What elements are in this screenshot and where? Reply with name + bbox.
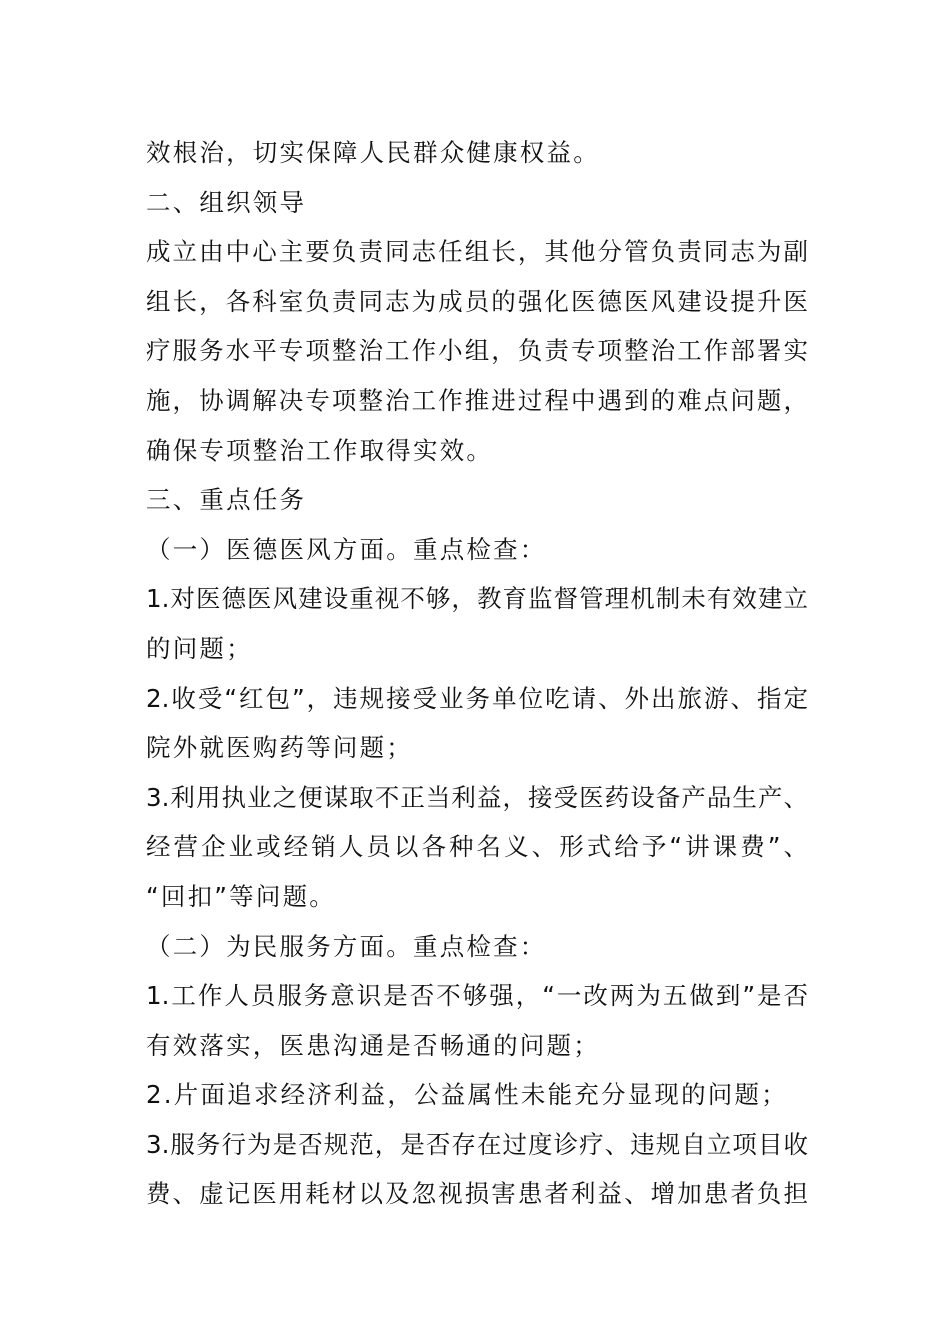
list-item-line: 的问题； bbox=[146, 633, 253, 663]
list-item-line: “回扣”等问题。 bbox=[146, 881, 336, 911]
list-item-line: 3.服务行为是否规范，是否存在过度诊疗、违规自立项目收 bbox=[146, 1129, 808, 1159]
list-item-line: 院外就医购药等问题； bbox=[146, 733, 413, 763]
body-line: 疗服务水平专项整治工作小组，负责专项整治工作部署实 bbox=[146, 336, 808, 366]
list-item-line: 费、虚记医用耗材以及忽视损害患者利益、增加患者负担 bbox=[146, 1179, 808, 1209]
body-line: 施，协调解决专项整治工作推进过程中遇到的难点问题， bbox=[146, 385, 808, 415]
list-item-line: 有效落实，医患沟通是否畅通的问题； bbox=[146, 1030, 600, 1060]
list-item-line: 2.片面追求经济利益，公益属性未能充分显现的问题； bbox=[146, 1080, 788, 1110]
section-heading: 二、组织领导 bbox=[146, 187, 307, 217]
list-item-line: 1.对医德医风建设重视不够，教育监督管理机制未有效建立 bbox=[146, 584, 808, 614]
list-item-line: 2.收受“红包”，违规接受业务单位吃请、外出旅游、指定 bbox=[146, 683, 808, 713]
body-line: 组长，各科室负责同志为成员的强化医德医风建设提升医 bbox=[146, 286, 808, 316]
list-item-line: 1.工作人员服务意识是否不够强，“一改两为五做到”是否 bbox=[146, 981, 808, 1011]
body-line: 成立由中心主要负责同志任组长，其他分管负责同志为副 bbox=[146, 237, 808, 267]
body-line: 确保专项整治工作取得实效。 bbox=[146, 435, 494, 465]
document-body bbox=[146, 128, 808, 1219]
list-item-line: 3.利用执业之便谋取不正当利益，接受医药设备产品生产、 bbox=[146, 782, 808, 812]
list-item-line: 经营企业或经销人员以各种名义、形式给予“讲课费”、 bbox=[146, 832, 808, 862]
subsection-heading: （二）为民服务方面。重点检查： bbox=[146, 931, 547, 961]
subsection-heading: （一）医德医风方面。重点检查： bbox=[146, 534, 547, 564]
section-heading: 三、重点任务 bbox=[146, 485, 307, 515]
body-line: 效根治，切实保障人民群众健康权益。 bbox=[146, 138, 600, 167]
